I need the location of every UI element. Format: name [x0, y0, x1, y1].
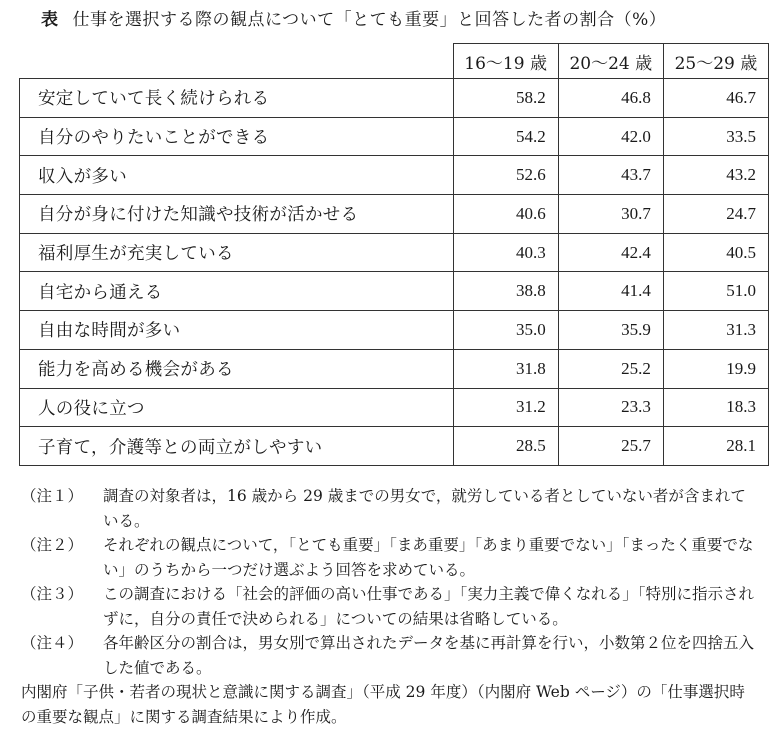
row-item-label: 収入が多い [20, 156, 454, 195]
value-20-24: 43.7 [558, 156, 663, 195]
value-20-24: 35.9 [558, 311, 663, 350]
note-4 [21, 631, 756, 680]
table-row [20, 156, 769, 195]
column-header-25-29: 25～29 歳 [663, 44, 768, 79]
value-25-29: 18.3 [663, 388, 768, 427]
table-row [20, 233, 769, 272]
value-16-19: 38.8 [453, 272, 558, 311]
value-25-29: 28.1 [663, 427, 768, 466]
table-row [20, 388, 769, 427]
row-item-label: 自宅から通える [20, 272, 454, 311]
value-20-24: 23.3 [558, 388, 663, 427]
value-20-24: 42.4 [558, 233, 663, 272]
value-25-29: 19.9 [663, 349, 768, 388]
table-row [20, 311, 769, 350]
value-16-19: 54.2 [453, 117, 558, 156]
row-item-label: 子育て，介護等との両立がしやすい [20, 427, 454, 466]
note-text: この調査における「社会的評価の高い仕事である」「実力主義で偉くなれる」「特別に指示されずに，自分の責任で決められる」についての結果は省略している。 [103, 585, 755, 628]
value-16-19: 28.5 [453, 427, 558, 466]
value-20-24: 30.7 [558, 195, 663, 234]
column-header-16-19: 16～19 歳 [453, 44, 558, 79]
note-text: それぞれの観点について，「とても重要」「まあ重要」「あまり重要でない」「まったく重要でない」のうちから一つだけ選ぶよう回答を求めている。 [103, 536, 754, 579]
header-blank-cell [20, 44, 454, 79]
table-label: 表 [41, 10, 59, 30]
table-row [20, 117, 769, 156]
row-item-label: 自分のやりたいことができる [20, 117, 454, 156]
table-row [20, 79, 769, 118]
value-25-29: 40.5 [663, 233, 768, 272]
value-20-24: 25.2 [558, 349, 663, 388]
source-citation: 内閣府「子供・若者の現状と意識に関する調査」（平成 29 年度）（内閣府 Web ページ）の「仕事選択時の重要な観点」に関する調査結果により作成。 [21, 683, 745, 726]
row-item-label: 人の役に立つ [20, 388, 454, 427]
row-item-label: 能力を高める機会がある [20, 349, 454, 388]
value-20-24: 46.8 [558, 79, 663, 118]
notes-section [21, 484, 756, 729]
value-25-29: 24.7 [663, 195, 768, 234]
value-16-19: 52.6 [453, 156, 558, 195]
table-row [20, 349, 769, 388]
note-2 [21, 533, 756, 582]
value-16-19: 31.8 [453, 349, 558, 388]
value-25-29: 43.2 [663, 156, 768, 195]
value-16-19: 35.0 [453, 311, 558, 350]
row-item-label: 自由な時間が多い [20, 311, 454, 350]
table-title [41, 5, 666, 30]
header-row [20, 44, 769, 79]
note-text: 各年齢区分の割合は，男女別で算出されたデータを基に再計算を行い，小数第２位を四捨五入した値である。 [103, 634, 755, 677]
value-16-19: 58.2 [453, 79, 558, 118]
row-item-label: 福利厚生が充実している [20, 233, 454, 272]
value-25-29: 46.7 [663, 79, 768, 118]
note-tag: （注３） [21, 585, 84, 603]
value-20-24: 41.4 [558, 272, 663, 311]
value-16-19: 40.6 [453, 195, 558, 234]
row-item-label: 安定していて長く続けられる [20, 79, 454, 118]
note-3 [21, 582, 756, 631]
table-row [20, 195, 769, 234]
value-25-29: 33.5 [663, 117, 768, 156]
table-row [20, 272, 769, 311]
value-25-29: 31.3 [663, 311, 768, 350]
note-1 [21, 484, 756, 533]
value-16-19: 40.3 [453, 233, 558, 272]
row-item-label: 自分が身に付けた知識や技術が活かせる [20, 195, 454, 234]
value-20-24: 42.0 [558, 117, 663, 156]
note-tag: （注２） [21, 536, 84, 554]
value-16-19: 31.2 [453, 388, 558, 427]
note-text: 調査の対象者は，16 歳から 29 歳までの男女で，就労している者としていない者が含まれている。 [103, 487, 746, 530]
table-title-text: 仕事を選択する際の観点について「とても重要」と回答した者の割合（%） [72, 10, 667, 30]
column-header-20-24: 20～24 歳 [558, 44, 663, 79]
table-row [20, 427, 769, 466]
value-20-24: 25.7 [558, 427, 663, 466]
data-table [19, 43, 769, 466]
value-25-29: 51.0 [663, 272, 768, 311]
note-tag: （注４） [21, 634, 84, 652]
note-tag: （注１） [21, 487, 84, 505]
